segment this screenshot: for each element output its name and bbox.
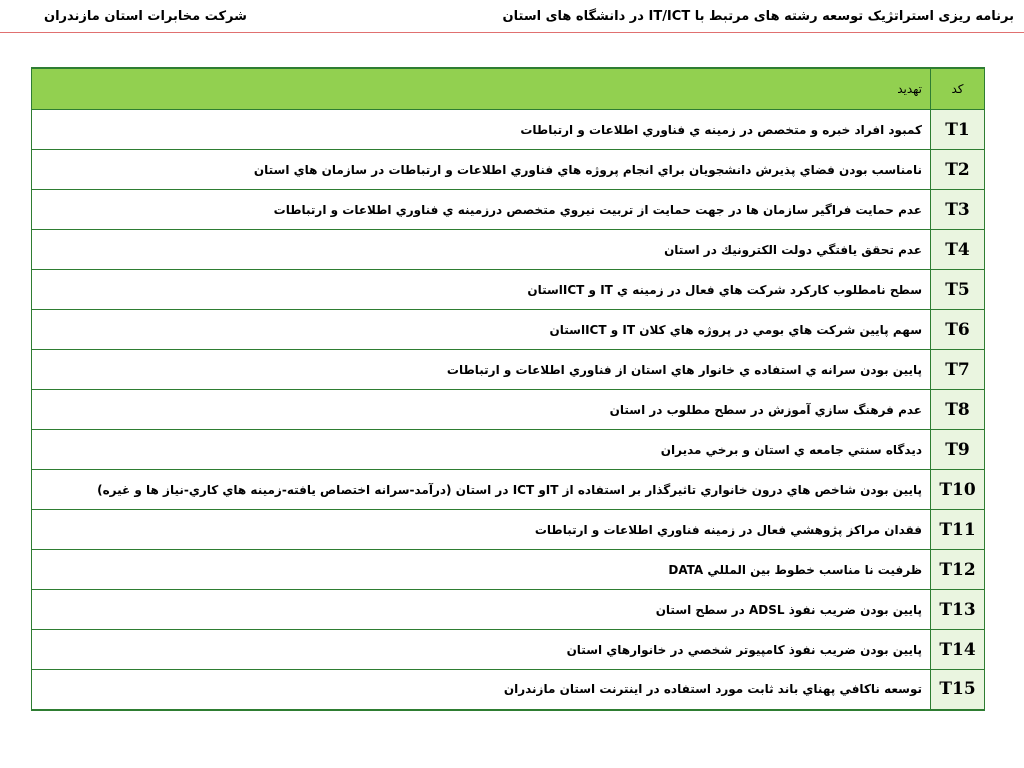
threat-code: T13 — [931, 590, 985, 630]
threat-description: ديدگاه سنتي جامعه ي استان و برخي مديران — [32, 430, 931, 470]
threats-table-container — [31, 67, 984, 711]
table-row — [32, 430, 985, 470]
threat-code: T5 — [931, 270, 985, 310]
threat-code: T3 — [931, 190, 985, 230]
threat-code: T7 — [931, 350, 985, 390]
threat-description: توسعه ناكافي پهناي باند ثابت مورد استفاده در اينترنت استان مازندران — [32, 670, 931, 710]
slide-header — [0, 0, 1024, 34]
threat-description: سهم پايين شركت هاي بومي در پروژه هاي كلان IT و ICTاستان — [32, 310, 931, 350]
threat-description: پايين بودن ضريب نفوذ كامپيوتر شخصي در خانوارهاي استان — [32, 630, 931, 670]
table-row — [32, 550, 985, 590]
threat-description: پايين بودن ضريب نفوذ ADSL در سطح استان — [32, 590, 931, 630]
table-row — [32, 270, 985, 310]
table-row — [32, 190, 985, 230]
table-row — [32, 470, 985, 510]
slide-title: برنامه ریزی استراتژیک توسعه رشته های مرتبط با IT/ICT در دانشگاه های استان — [502, 9, 1014, 24]
table-row — [32, 630, 985, 670]
threat-code: T6 — [931, 310, 985, 350]
threat-code: T4 — [931, 230, 985, 270]
threat-code: T10 — [931, 470, 985, 510]
threat-description: پايين بودن شاخص هاي درون خانواري تاثيرگذار بر استفاده از ITو ICT در استان (درآمد-سرانه اختصاص يافته-زمينه هاي كاري-نياز ها و غيره) — [32, 470, 931, 510]
threat-code: T11 — [931, 510, 985, 550]
threat-description: عدم تحقق يافتگي دولت الكترونيك در استان — [32, 230, 931, 270]
threat-description: نامناسب بودن فضاي پذيرش دانشجويان براي انجام پروژه هاي فناوري اطلاعات و ارتباطات در سازمان هاي استان — [32, 150, 931, 190]
threat-code: T8 — [931, 390, 985, 430]
table-body — [32, 110, 985, 710]
table-row — [32, 590, 985, 630]
threat-description: عدم حمايت فراگير سازمان ها در جهت حمايت از تربيت نيروي متخصص درزمينه ي فناوري اطلاعات و ارتباطات — [32, 190, 931, 230]
threat-description: ظرفيت نا مناسب خطوط بين المللي DATA — [32, 550, 931, 590]
threat-description: كمبود افراد خبره و متخصص در زمينه ي فناوري اطلاعات و ارتباطات — [32, 110, 931, 150]
table-row — [32, 310, 985, 350]
table-row — [32, 230, 985, 270]
threat-description: فقدان مراكز پژوهشي فعال در زمينه فناوري اطلاعات و ارتباطات — [32, 510, 931, 550]
threat-code: T1 — [931, 110, 985, 150]
table-header-row — [32, 68, 985, 110]
organization-name: شرکت مخابرات استان مازندران — [44, 9, 247, 24]
threat-code: T14 — [931, 630, 985, 670]
header-divider — [0, 32, 1024, 33]
threat-code: T9 — [931, 430, 985, 470]
threats-table — [31, 67, 985, 711]
threat-description: سطح نامطلوب كاركرد شركت هاي فعال در زمينه ي IT و ICTاستان — [32, 270, 931, 310]
table-row — [32, 510, 985, 550]
table-row — [32, 150, 985, 190]
threat-description: پايين بودن سرانه ي استفاده ي خانوار هاي استان از فناوري اطلاعات و ارتباطات — [32, 350, 931, 390]
threat-description: عدم فرهنگ سازي آموزش در سطح مطلوب در استان — [32, 390, 931, 430]
column-header-code: کد — [931, 68, 985, 110]
table-row — [32, 110, 985, 150]
table-row — [32, 390, 985, 430]
threat-code: T2 — [931, 150, 985, 190]
threat-code: T15 — [931, 670, 985, 710]
column-header-threat: تهدید — [32, 68, 931, 110]
threat-code: T12 — [931, 550, 985, 590]
table-row — [32, 670, 985, 710]
table-row — [32, 350, 985, 390]
